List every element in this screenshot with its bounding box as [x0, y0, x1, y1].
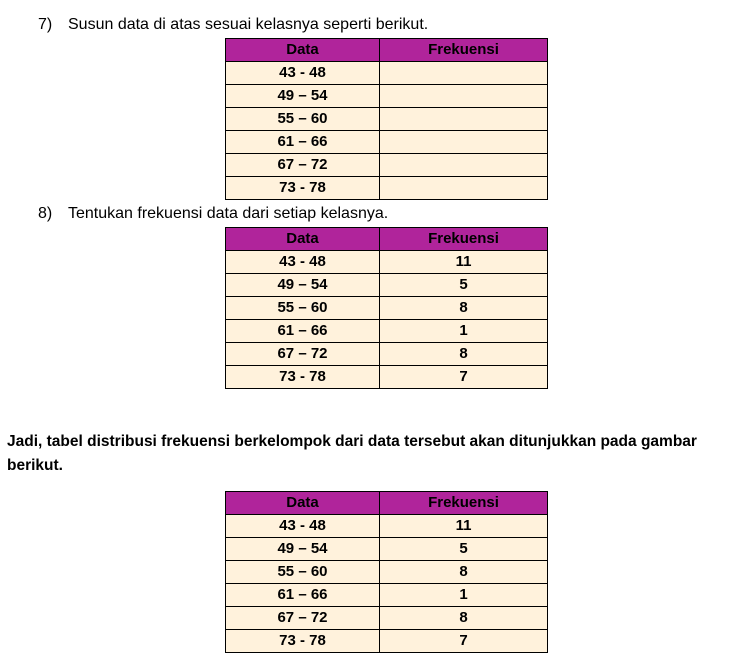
table-row [226, 85, 548, 108]
class-interval-cell: 49 – 54 [226, 85, 380, 108]
frequency-cell [380, 177, 548, 200]
frequency-cell: 1 [380, 584, 548, 607]
frequency-cell [380, 108, 548, 131]
step-number: 7) [38, 16, 53, 33]
class-interval-cell: 55 – 60 [226, 108, 380, 131]
frequency-cell: 8 [380, 561, 548, 584]
table-row [226, 297, 548, 320]
table-row [226, 320, 548, 343]
table-row [226, 108, 548, 131]
table-row [226, 515, 548, 538]
frequency-distribution-table [225, 491, 548, 653]
step-7-instruction [38, 15, 428, 35]
class-interval-cell: 43 - 48 [226, 251, 380, 274]
table-row [226, 274, 548, 297]
table-row [226, 154, 548, 177]
class-interval-cell: 43 - 48 [226, 515, 380, 538]
frequency-cell: 7 [380, 630, 548, 653]
column-header-frekuensi: Frekuensi [380, 228, 548, 251]
frequency-table-filled [225, 227, 548, 389]
table-row [226, 584, 548, 607]
table-row [226, 62, 548, 85]
table-row [226, 607, 548, 630]
step-text: Susun data di atas sesuai kelasnya seperti berikut. [68, 16, 429, 33]
class-interval-cell: 49 – 54 [226, 274, 380, 297]
table-row [226, 177, 548, 200]
frequency-cell: 8 [380, 343, 548, 366]
column-header-data: Data [226, 228, 380, 251]
step-text: Tentukan frekuensi data dari setiap kelasnya. [68, 205, 389, 222]
column-header-frekuensi: Frekuensi [380, 492, 548, 515]
table-row [226, 561, 548, 584]
class-interval-cell: 43 - 48 [226, 62, 380, 85]
table-row [226, 366, 548, 389]
class-interval-cell: 73 - 78 [226, 630, 380, 653]
class-interval-cell: 61 – 66 [226, 320, 380, 343]
table-row [226, 131, 548, 154]
frequency-cell: 7 [380, 366, 548, 389]
frequency-table-empty [225, 38, 548, 200]
class-interval-cell: 61 – 66 [226, 131, 380, 154]
table-row [226, 343, 548, 366]
class-interval-cell: 55 – 60 [226, 297, 380, 320]
class-interval-cell: 55 – 60 [226, 561, 380, 584]
table-header-row [226, 228, 548, 251]
frequency-cell: 8 [380, 297, 548, 320]
conclusion-paragraph: Jadi, tabel distribusi frekuensi berkelompok dari data tersebut akan ditunjukkan pada gambar berikut. [7, 433, 697, 474]
table-row [226, 251, 548, 274]
frequency-cell: 8 [380, 607, 548, 630]
frequency-cell: 5 [380, 274, 548, 297]
class-interval-cell: 67 – 72 [226, 607, 380, 630]
table-header-row [226, 492, 548, 515]
column-header-data: Data [226, 492, 380, 515]
class-interval-cell: 67 – 72 [226, 154, 380, 177]
step-number: 8) [38, 205, 53, 222]
frequency-cell [380, 85, 548, 108]
frequency-cell: 11 [380, 515, 548, 538]
frequency-cell: 5 [380, 538, 548, 561]
table-row [226, 538, 548, 561]
column-header-frekuensi: Frekuensi [380, 39, 548, 62]
frequency-cell [380, 154, 548, 177]
table-row [226, 630, 548, 653]
class-interval-cell: 73 - 78 [226, 177, 380, 200]
table-header-row [226, 39, 548, 62]
frequency-cell [380, 62, 548, 85]
class-interval-cell: 73 - 78 [226, 366, 380, 389]
class-interval-cell: 61 – 66 [226, 584, 380, 607]
class-interval-cell: 49 – 54 [226, 538, 380, 561]
frequency-cell [380, 131, 548, 154]
frequency-cell: 11 [380, 251, 548, 274]
class-interval-cell: 67 – 72 [226, 343, 380, 366]
frequency-cell: 1 [380, 320, 548, 343]
step-8-instruction [38, 204, 388, 224]
column-header-data: Data [226, 39, 380, 62]
